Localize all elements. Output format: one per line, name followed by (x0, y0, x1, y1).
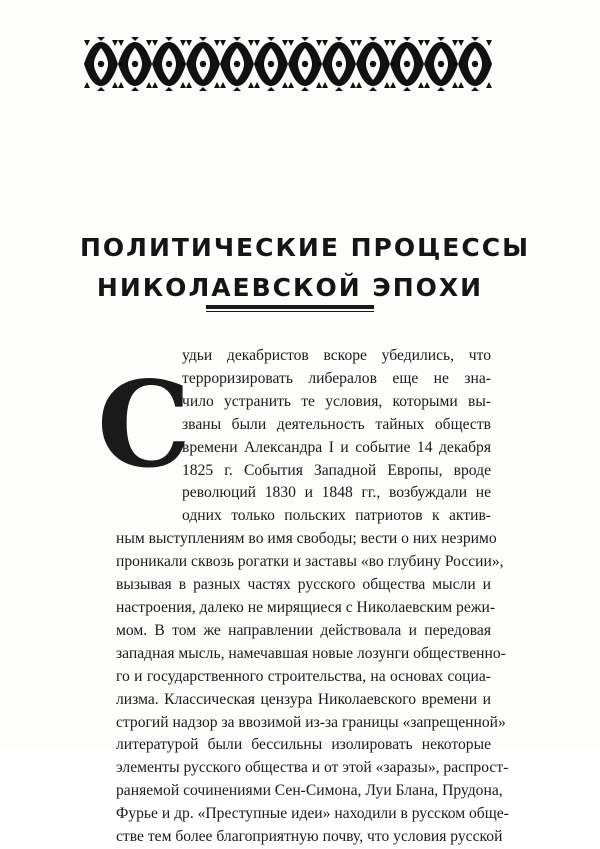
chapter-title (80, 228, 530, 308)
text-line: западная мысль, намечавшая новые лозунги общественно- (116, 644, 506, 662)
text-line: настроения, далеко не мирящиеся с Николаевским режи- (116, 598, 496, 616)
text-line: литературой были бессильны изолировать некоторые (116, 736, 491, 754)
text-line: одних только польских патриотов к актив- (182, 507, 491, 525)
text-line: 1825 г. События Западной Европы, вроде (182, 461, 491, 479)
text-line: лизма. Классическая цензура Николаевского времени и (116, 690, 491, 708)
text-line: революций 1830 и 1848 гг., возбуждали не (182, 484, 491, 502)
decorative-ornament-band (84, 36, 492, 92)
text-line: времени Александра I и событие 14 декабря (182, 438, 491, 456)
text-line: удьи декабристов вскоре убедились, что (182, 347, 491, 364)
text-line: элементы русского общества и от этой «заразы», распрост- (116, 759, 509, 777)
drop-cap-glyph: С (97, 355, 191, 494)
text-line: Фурье и др. «Преступные идеи» находили в русском обще- (116, 805, 509, 823)
text-line: строгий надзор за ввозимой из-за границы «запрещенной» (116, 713, 506, 731)
text-line: мом. В том же направлении действовала и передовая (116, 621, 491, 639)
text-line: чило устранить те условия, которыми вы- (182, 392, 491, 410)
text-line: вызывая в разных частях русского общества мысли и (116, 576, 491, 594)
chapter-title-line-2: НИКОЛАЕВСКОЙ ЭПОХИ (96, 273, 484, 302)
title-underline-rule (206, 305, 374, 313)
text-line: го и государственного строительства, на основах социа- (116, 667, 491, 685)
text-line: званы были деятельность тайных обществ (182, 415, 491, 433)
text-line: ным выступлениям во имя свободы; вести о них незримо (116, 530, 497, 548)
text-line: стве тем более благоприятную почву, что условия русской (116, 828, 503, 846)
body-paragraph (116, 345, 509, 849)
text-line: проникали сквозь рогатки и заставы «во глубину России», (116, 553, 504, 571)
text-line: терроризировать либералов еще не зна- (182, 369, 491, 387)
text-line: раняемой сочинениями Сен-Симона, Луи Блана, Прудона, (116, 782, 503, 800)
chapter-title-line-1: ПОЛИТИЧЕСКИЕ ПРОЦЕССЫ (80, 233, 530, 262)
